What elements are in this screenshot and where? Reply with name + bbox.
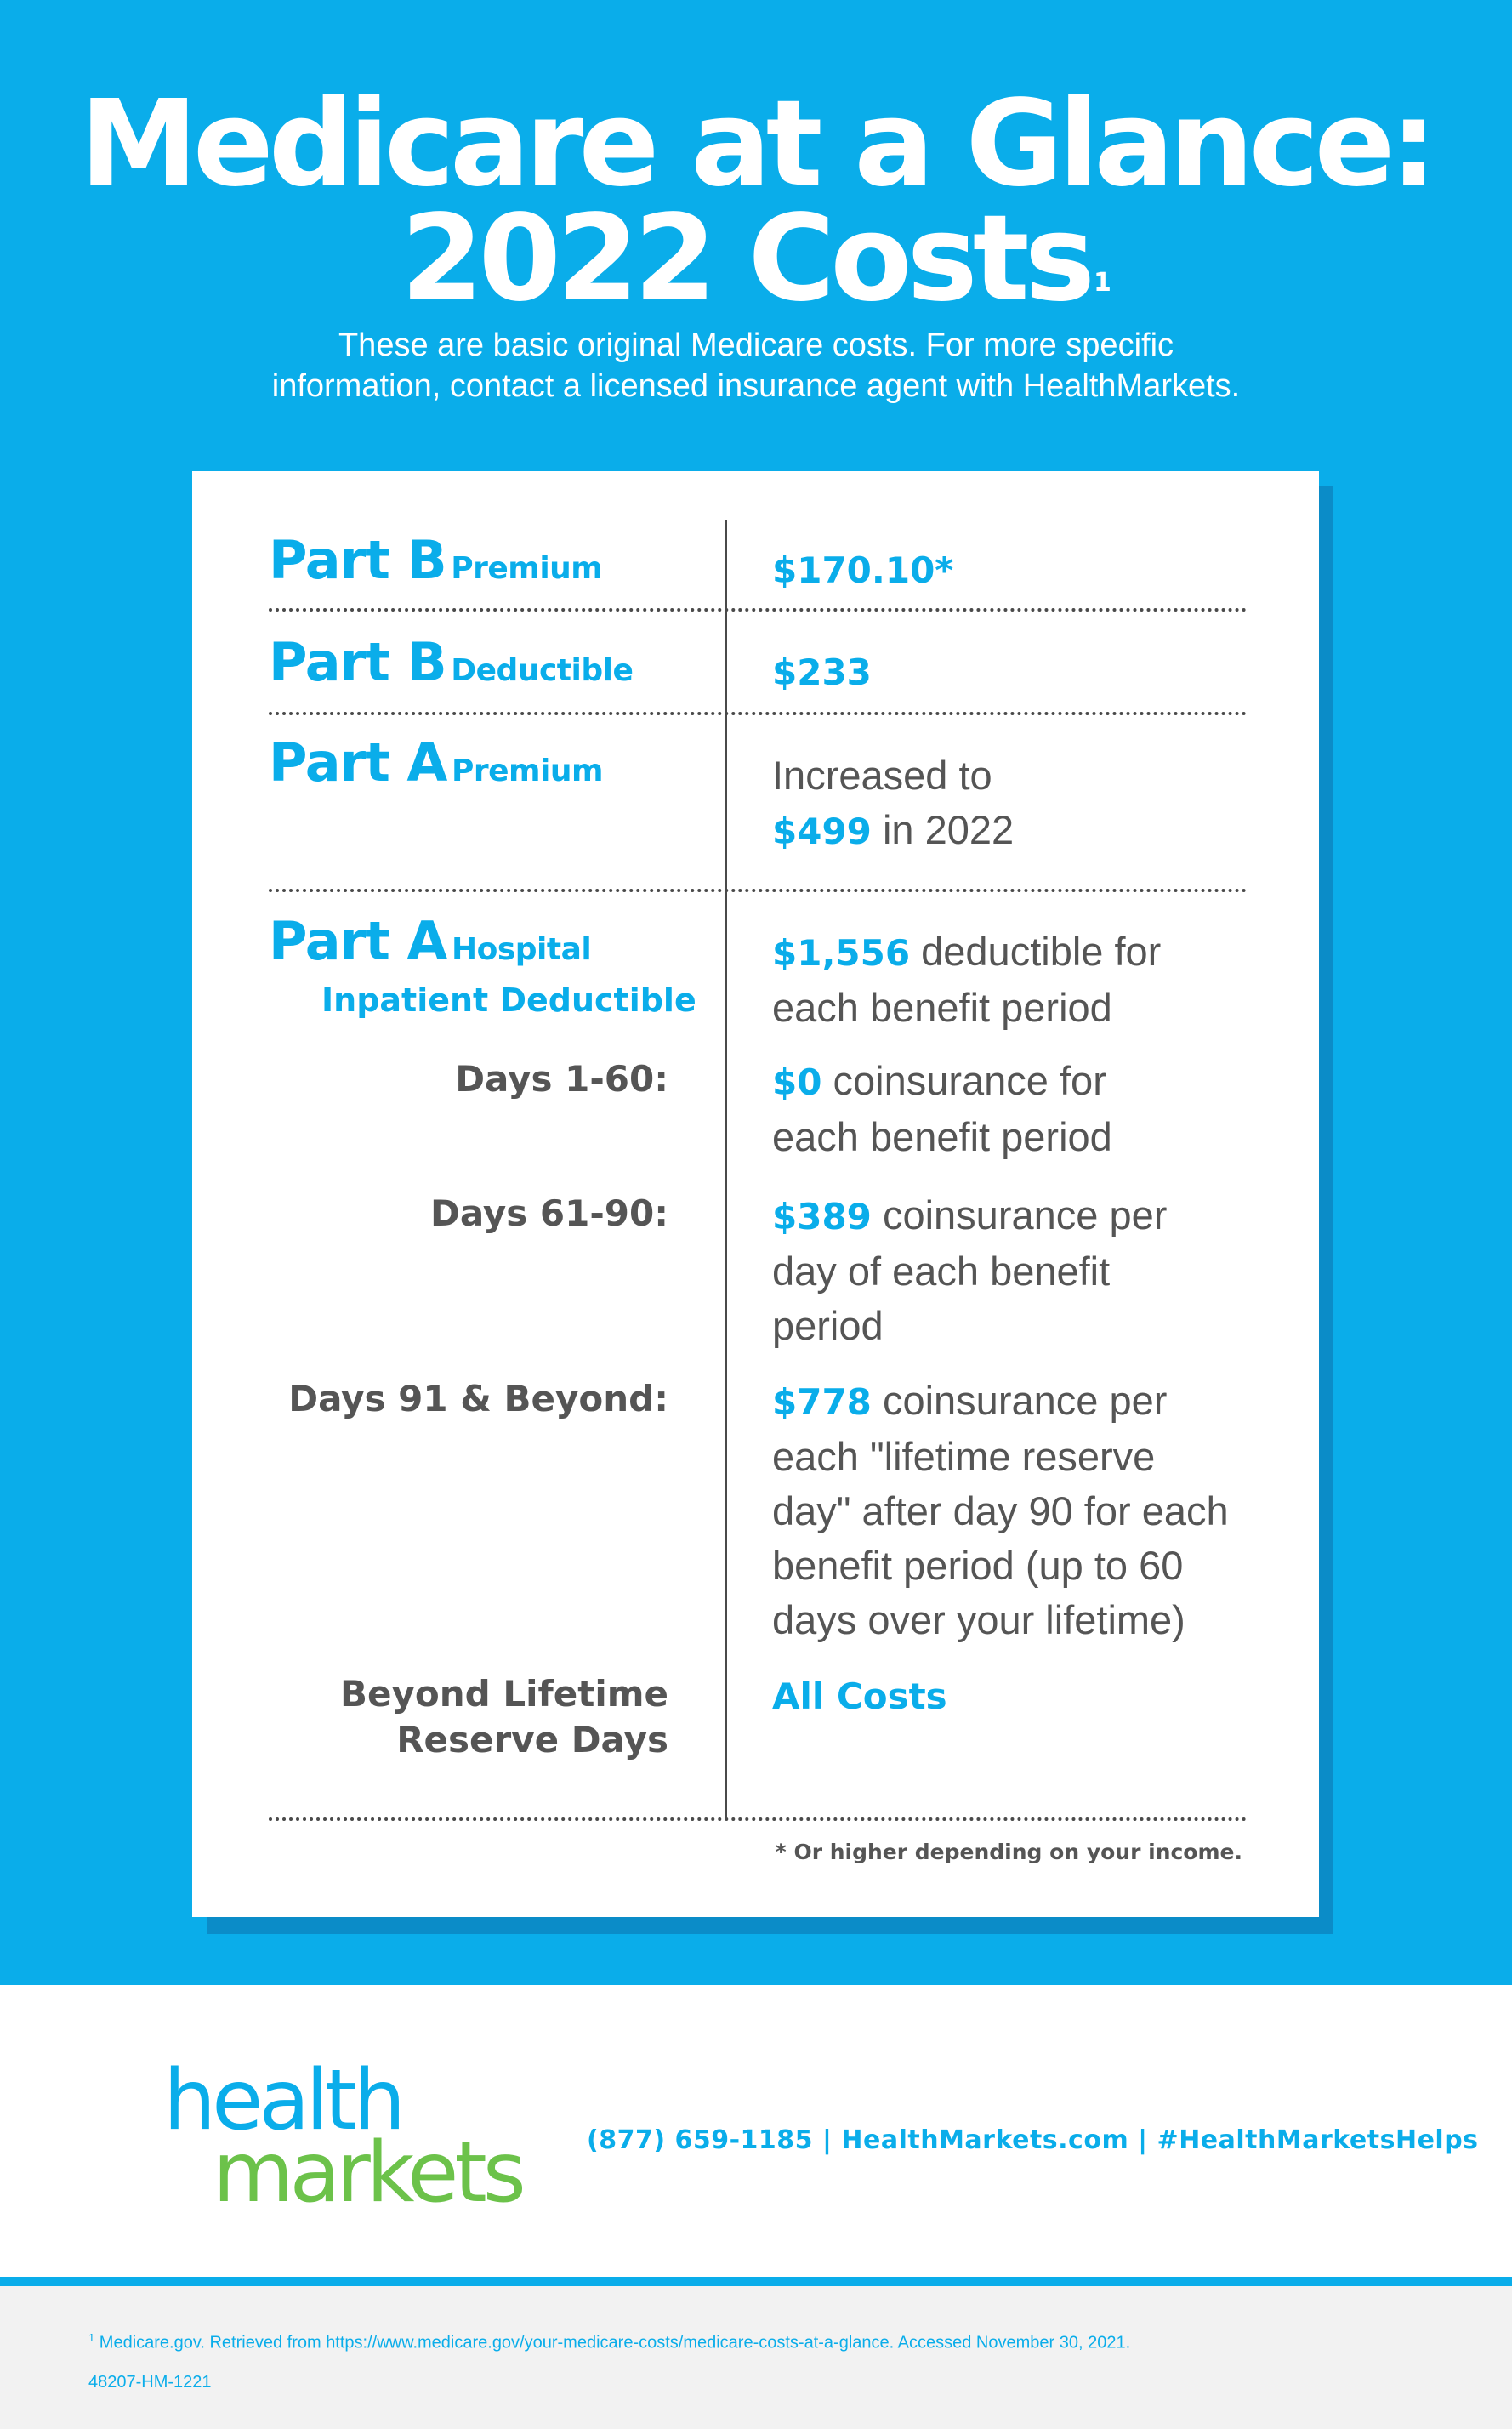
label-line: Reserve Days bbox=[396, 1719, 668, 1761]
row-divider bbox=[269, 712, 1247, 715]
label-small: Deductible bbox=[451, 653, 634, 688]
subtitle bbox=[0, 325, 1512, 407]
title-footnote-marker: 1 bbox=[1094, 268, 1111, 298]
value-line: benefit period (up to 60 bbox=[772, 1543, 1184, 1588]
value-line: period bbox=[772, 1303, 884, 1348]
value-text: coinsurance per bbox=[871, 1192, 1168, 1237]
value-line: each benefit period bbox=[772, 985, 1112, 1030]
label-line: Beyond Lifetime bbox=[340, 1673, 668, 1715]
value-line bbox=[772, 1188, 1248, 1244]
value-line bbox=[772, 1054, 1248, 1110]
beyond-lifetime-label bbox=[269, 1671, 668, 1763]
part-a-hospital-sublabel: Inpatient Deductible bbox=[321, 981, 696, 1019]
days-61-90-label: Days 61-90: bbox=[429, 1192, 668, 1234]
source-marker: 1 bbox=[88, 2331, 95, 2344]
document-code: 48207-HM-1221 bbox=[88, 2373, 212, 2392]
days-1-60-label: Days 1-60: bbox=[455, 1058, 668, 1100]
part-a-hospital-value bbox=[772, 924, 1248, 1035]
label-big: Part B bbox=[269, 631, 446, 693]
income-footnote: * Or higher depending on your income. bbox=[775, 1840, 1242, 1864]
label-small: Premium bbox=[451, 754, 604, 788]
value-amount: $1,556 bbox=[772, 932, 911, 974]
days-1-60-value bbox=[772, 1054, 1248, 1164]
contact-info[interactable]: (877) 659-1185 | HealthMarkets.com | #HealthMarketsHelps bbox=[587, 2125, 1479, 2155]
value-amount: $389 bbox=[772, 1196, 872, 1237]
part-b-premium-label bbox=[269, 529, 694, 591]
value-line: days over your lifetime) bbox=[772, 1597, 1185, 1642]
value-text: in 2022 bbox=[871, 807, 1015, 852]
value-line bbox=[772, 1374, 1248, 1430]
value-line: each "lifetime reserve bbox=[772, 1434, 1156, 1479]
value-amount: $0 bbox=[772, 1061, 822, 1103]
source-text: Medicare.gov. Retrieved from https://www.medicare.gov/your-medicare-costs/medicare-costs-at-a-glance. Accessed November 30, 2021. bbox=[94, 2333, 1131, 2352]
healthmarkets-logo-markets: markets bbox=[213, 2125, 522, 2221]
label-big: Part A bbox=[269, 731, 447, 794]
value-line: day" after day 90 for each bbox=[772, 1488, 1229, 1533]
title-year: 2022 Costs bbox=[401, 190, 1091, 328]
days-61-90-value bbox=[772, 1188, 1248, 1353]
footer-divider-bar bbox=[0, 2277, 1512, 2286]
part-a-hospital-label bbox=[269, 910, 694, 972]
subtitle-line1: These are basic original Medicare costs. For more specific bbox=[338, 327, 1174, 363]
part-b-premium-value: $170.10* bbox=[772, 549, 954, 591]
value-text: deductible for bbox=[910, 929, 1162, 974]
label-big: Part A bbox=[269, 910, 447, 972]
healthmarkets-logo-health: health bbox=[163, 2052, 402, 2149]
cost-card bbox=[192, 471, 1319, 1917]
value-amount: $499 bbox=[772, 811, 872, 852]
beyond-lifetime-value: All Costs bbox=[772, 1675, 947, 1717]
part-a-premium-value bbox=[772, 748, 1248, 859]
value-line bbox=[772, 924, 1248, 981]
value-text: coinsurance for bbox=[821, 1058, 1106, 1103]
label-big: Part B bbox=[269, 529, 446, 591]
value-line: Increased to bbox=[772, 753, 992, 798]
value-line bbox=[772, 803, 1248, 859]
row-divider bbox=[269, 608, 1247, 612]
part-b-deductible-label bbox=[269, 631, 694, 693]
days-91-beyond-value bbox=[772, 1374, 1248, 1647]
row-divider bbox=[269, 1817, 1247, 1821]
days-91-beyond-label: Days 91 & Beyond: bbox=[288, 1378, 668, 1419]
page-title-line1: Medicare at a Glance: bbox=[79, 75, 1433, 213]
page-title-line2 bbox=[0, 187, 1512, 332]
source-citation bbox=[88, 2331, 1130, 2353]
label-small: Hospital bbox=[451, 932, 592, 967]
subtitle-line2: information, contact a licensed insurance agent with HealthMarkets. bbox=[271, 368, 1241, 404]
label-small: Premium bbox=[451, 551, 603, 586]
value-amount: $778 bbox=[772, 1381, 872, 1423]
value-line: each benefit period bbox=[772, 1114, 1112, 1159]
part-a-premium-label bbox=[269, 731, 694, 794]
source-section bbox=[0, 2286, 1512, 2429]
row-divider bbox=[269, 889, 1247, 892]
part-b-deductible-value: $233 bbox=[772, 651, 872, 693]
value-line: day of each benefit bbox=[772, 1249, 1111, 1294]
value-text: coinsurance per bbox=[871, 1378, 1168, 1423]
